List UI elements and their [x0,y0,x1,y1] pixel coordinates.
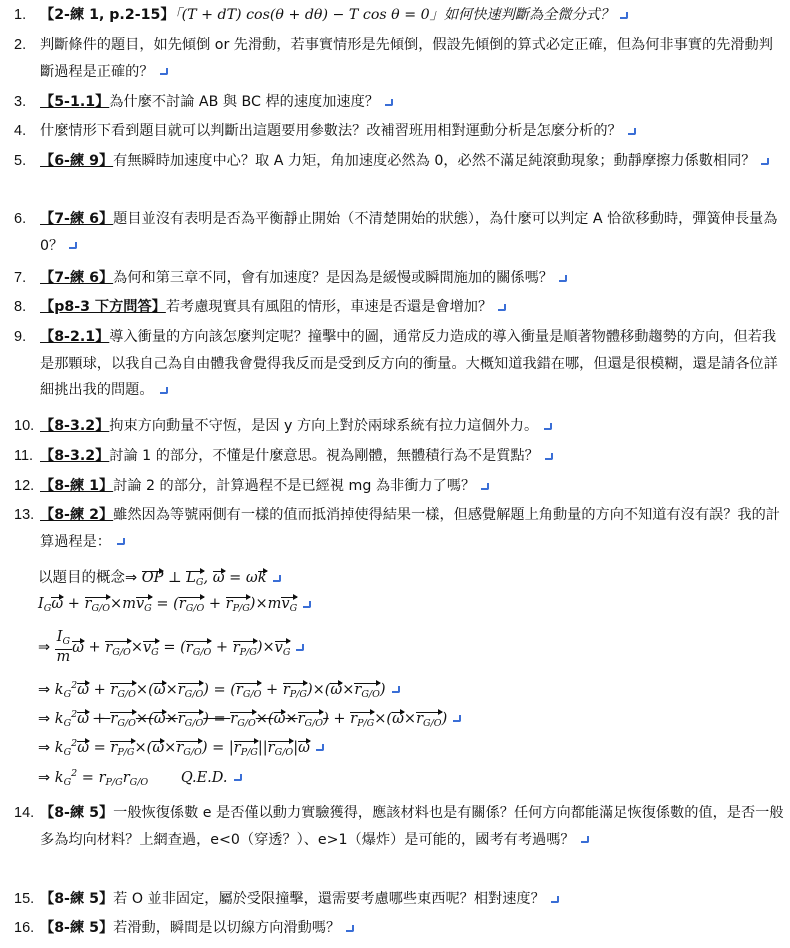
return-mark-icon [581,836,589,843]
list-item [14,324,784,404]
item-number: 14. [14,805,35,821]
return-mark-icon [296,644,304,651]
equation-line: ⇒ $k_G^2\omega = r_{P/G}\times(\omega\times r_{G/O}) = |r_{P/G}||r_{G/O}|\omega$ [38,738,324,758]
equation-line: $I_G\omega + r_{G/O}\times mv_G = (r_{G/O} + r_{P/G})\times mv_G$ [38,596,311,614]
equation-line: ⇒ $k_G^2\omega + r_{G/O}\times(\omega\times r_{G/O}) = (r_{G/O} + r_{P/G})\times(\omega\times r_{G/O})$ [38,680,400,700]
return-mark-icon [392,686,400,693]
item-number: 8. [14,299,27,315]
item-tag: 【8-練 5】 [40,920,114,936]
return-mark-icon [273,575,281,582]
return-mark-icon [628,128,636,135]
item-tag: 【2-練 1, p.2-15】 [40,7,175,23]
list-item [14,915,784,942]
item-text: 有無瞬時加速度中心？取 A 力矩，角加速度必然為 0，必然不滿足純滾動現象；動靜摩擦力係數相同？ [113,153,756,169]
list-item [14,443,784,470]
item-number: 3. [14,94,27,110]
item-tag: 【8-3.2】 [40,448,110,464]
return-mark-icon [559,275,567,282]
item-tag: 【6-練 9】 [40,153,114,169]
item-tag: 【8-練 5】 [40,891,114,907]
return-mark-icon [620,12,628,19]
item-tag: 【8-2.1】 [40,329,110,345]
item-tag: 【8-練 1】 [40,478,114,494]
return-mark-icon [346,925,354,932]
item-tag: 【7-練 6】 [40,211,114,227]
item-text: 一般恢復係數 e 是否僅以動力實驗獲得，應該材料也是有關係？任何方向都能滿足恢復係數的值，是否一般多為均向材料？上網查過，e<0（穿透？）、e>1（爆炸）是可能的，國考有考過嗎？ [40,805,784,848]
item-number: 5. [14,153,27,169]
item-number: 11. [14,448,34,464]
item-text: 若 O 並非固定，屬於受限撞擊，還需要考慮哪些東西呢？相對速度？ [113,891,545,907]
return-mark-icon [761,158,769,165]
list-item [14,89,784,116]
item-number: 7. [14,270,27,286]
item-text: 為何和第三章不同，會有加速度？是因為是緩慢或瞬間施加的關係嗎？ [113,270,553,286]
list-item [14,886,784,913]
math-intro: 以題目的概念⇒ [38,570,138,586]
list-item [14,413,784,440]
list-item [14,294,784,321]
item-text: 若滑動，瞬間是以切線方向滑動嗎？ [113,920,341,936]
item-text: 「(T + dT) cos(θ + dθ) − T cos θ = 0」如何快速判斷為全微分式？ [174,7,615,23]
list-item [14,206,784,259]
item-text: 拘束方向動量不守恆，是因 y 方向上對於兩球系統有拉力這個外力。 [109,418,539,434]
list-item [14,800,784,853]
item-text: 為什麼不討論 AB 與 BC 桿的速度加速度？ [109,94,379,110]
item-text: 判斷條件的題目，如先傾倒 or 先滑動，若事實情形是先傾倒，假設先傾倒的算式必定正確，但為何非事實的先滑動判斷過程是正確的？ [40,37,773,80]
list-item [14,32,784,85]
return-mark-icon [160,387,168,394]
return-mark-icon [498,304,506,311]
item-text: 題目並沒有表明是否為平衡靜止開始（不清楚開始的狀態），為什麼可以判定 A 恰欲移動時，彈簧伸長量為 0？ [40,211,778,254]
return-mark-icon [481,483,489,490]
item-tag: 【8-練 5】 [40,805,114,821]
item-number: 2. [14,37,27,53]
equation-line: ⇒ $k_G^2 = r_{P/G}r_{G/O}$ Q.E.D. [38,768,242,788]
list-item [14,118,784,145]
equation-line: ⇒ $\frac{I_G}{m}$ $\omega + r_{G/O}\times v_G = (r_{G/O} + r_{P/G})\times v_G$ [38,630,304,665]
list-item [14,2,784,29]
equation-line: 以題目的概念⇒ OP ⊥ $L_G$, ω = ωk [38,566,281,588]
item-number: 4. [14,123,27,139]
item-tag: 【8-練 2】 [40,507,114,523]
list-item [14,265,784,292]
item-number: 12. [14,478,35,494]
list-item [14,473,784,500]
qed: Q.E.D. [180,769,228,786]
item-text: 討論 2 的部分，計算過程不是已經視 mg 為非衝力了嗎？ [113,478,476,494]
item-number: 6. [14,211,27,227]
list-item [14,502,784,555]
item-number: 1. [14,7,27,23]
item-text: 討論 1 的部分，不懂是什麼意思。視為剛體，無體積行為不是質點？ [109,448,539,464]
return-mark-icon [453,715,461,722]
return-mark-icon [316,744,324,751]
item-number: 15. [14,891,35,907]
return-mark-icon [544,423,552,430]
item-number: 16. [14,920,35,936]
item-tag: 【7-練 6】 [40,270,114,286]
return-mark-icon [69,242,77,249]
return-mark-icon [234,774,242,781]
item-text: 雖然因為等號兩側有一樣的值而抵消掉使得結果一樣，但感覺解題上角動量的方向不知道有沒有誤？我的計算過程是： [40,507,780,550]
return-mark-icon [117,538,125,545]
item-tag: 【8-3.2】 [40,418,110,434]
return-mark-icon [545,453,553,460]
item-tag: 【5-1.1】 [40,94,110,110]
item-number: 13. [14,507,35,523]
item-number: 9. [14,329,27,345]
item-text: 若考慮現實具有風阻的情形，車速是否還是會增加？ [165,299,493,315]
item-text: 什麼情形下看到題目就可以判斷出這題要用參數法？改補習班用相對運動分析是怎麼分析的？ [40,123,622,139]
return-mark-icon [385,99,393,106]
item-text: 導入衝量的方向該怎麼判定呢？撞擊中的圖，通常反力造成的導入衝量是順著物體移動趨勢的方向，但若我是那顆球，以我自己為自由體我會覺得我反而是受到反方向的衝量。大概知道我錯在哪，但還是很模糊，還是請各位詳細挑出我的問題。 [40,329,778,398]
return-mark-icon [551,896,559,903]
return-mark-icon [160,68,168,75]
return-mark-icon [303,601,311,608]
equation-line: ⇒ $k_G^2\omega + r_{G/O}\times(\omega\times r_{G/O}) = r_{G/O}\times(\omega\times r_{G/O}) + r_{P/G}\times(\omega\times r_{G/O})$ [38,709,461,729]
item-tag: 【p8-3 下方問答】 [40,299,166,315]
list-item [14,148,784,175]
item-number: 10. [14,418,35,434]
